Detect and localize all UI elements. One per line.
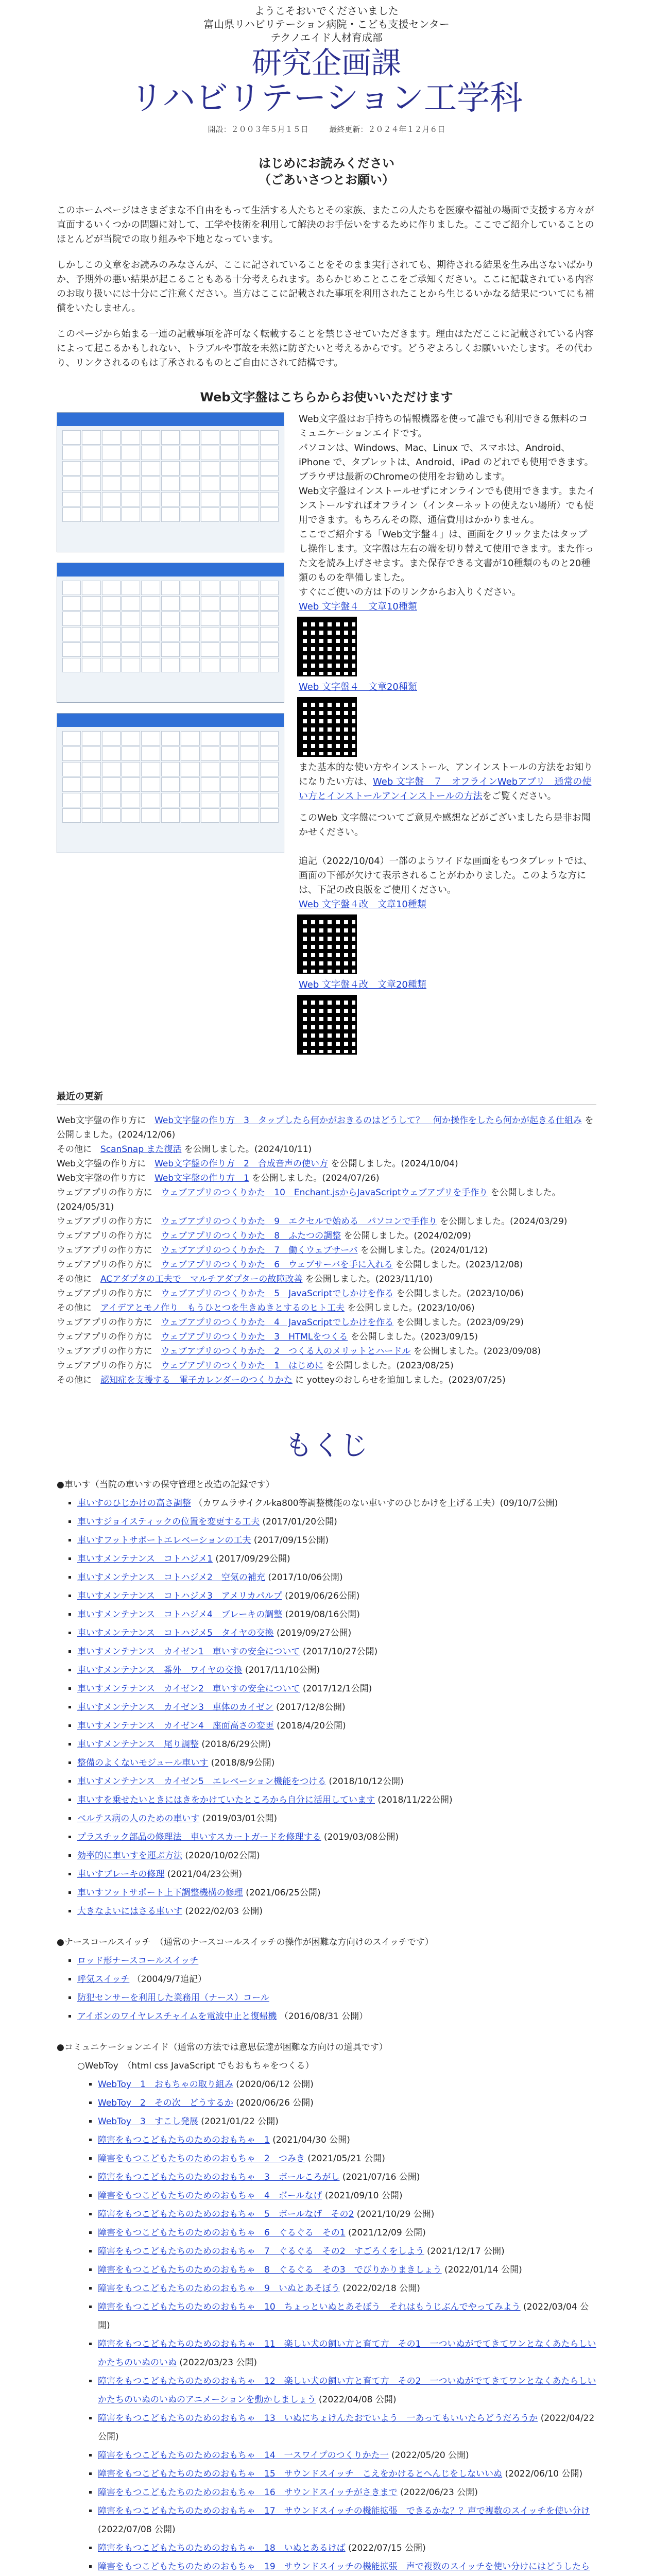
toc-link[interactable]: 車いすメンテナンス コトハジメ1 bbox=[77, 1554, 213, 1564]
toc-note: （2016/08/31 公開） bbox=[277, 2011, 368, 2022]
toc-item bbox=[98, 2075, 596, 2094]
page-title-section: 研究企画課 bbox=[251, 45, 401, 80]
update-link[interactable]: ScanSnap また復活 bbox=[100, 1144, 182, 1155]
toc-item bbox=[98, 2483, 596, 2502]
toc-note: (2021/12/09 公開) bbox=[345, 2228, 426, 2238]
toc-note: (2018/8/9公開) bbox=[208, 1758, 275, 1768]
toc-link[interactable]: 車いすメンテナンス コトハジメ5 タイヤの交換 bbox=[77, 1628, 274, 1638]
update-category: Web文字盤の作り方に bbox=[57, 1159, 155, 1169]
update-note: を公開しました。(2024/12/06) bbox=[57, 1115, 594, 1140]
toc-item bbox=[77, 1791, 596, 1809]
toc-note: (2018/6/29公開) bbox=[198, 1739, 271, 1750]
toc-note: (2021/09/10 公開) bbox=[322, 2191, 403, 2201]
toc-note: (2021/10/29 公開) bbox=[354, 2209, 435, 2219]
toc-note: (2020/06/12 公開) bbox=[233, 2079, 314, 2090]
qr-code-image bbox=[299, 996, 355, 1053]
update-item bbox=[57, 1373, 596, 1387]
toc-item bbox=[98, 2187, 596, 2205]
update-item bbox=[57, 1113, 596, 1142]
toc-item bbox=[77, 1772, 596, 1791]
update-link[interactable]: ウェブアプリのつくりかた 5 JavaScriptでしかけを作る bbox=[161, 1289, 394, 1299]
header bbox=[0, 0, 653, 117]
update-link[interactable]: ウェブアプリのつくりかた 8 ふたつの調整 bbox=[161, 1231, 341, 1241]
toc-link[interactable]: 障害をもつこどもたちのためのおもちゃ 8 ぐるぐる その3 でびりかりまきしょう bbox=[98, 2265, 442, 2275]
update-note: を公開しました。(2023/09/29) bbox=[393, 1317, 524, 1328]
toc-category-nursecall: ●ナースコールスイッチ （通常のナースコールスイッチの操作が困難な方向けのスイッチです） bbox=[57, 1937, 434, 1947]
toc-link[interactable]: 防犯センサーを利用した業務用（ナース）コール bbox=[77, 1993, 269, 2003]
toc-note: (2021/04/30 公開) bbox=[269, 2135, 350, 2145]
toc-link[interactable]: WebToy 1 おもちゃの取り組み bbox=[98, 2079, 233, 2090]
greeting-paragraph-1: このホームページはさまざまな不自由をもって生活する人たちとその家族、またこの人たちを医療や福祉の場面で支援する方々が直面するいくつかの問題に対して、工学や技術を利用して解決のお手伝いをするために作りました。ここでご紹介していることのほとんどが当院での取り組みや下地となっています。 bbox=[57, 205, 594, 245]
dates bbox=[0, 124, 653, 134]
updated-date: 最終更新：２０２４年１２月６日 bbox=[329, 125, 445, 134]
toc-item bbox=[77, 1624, 596, 1642]
toc-note: (2021/07/16 公開) bbox=[339, 2172, 420, 2182]
update-link[interactable]: Web文字盤の作り方 1 bbox=[154, 1173, 249, 1183]
dept-name: テクノエイド人材育成部 bbox=[270, 31, 383, 44]
update-note: を公開しました。(2024/02/09) bbox=[341, 1231, 471, 1241]
updates-list bbox=[57, 1113, 596, 1387]
toc-note: (2022/07/08 公開) bbox=[98, 2524, 176, 2535]
update-item bbox=[57, 1301, 596, 1315]
link-webmojiban-20[interactable]: Web 文字盤４ 文章20種類 bbox=[299, 682, 417, 692]
update-category: ウェブアプリの作り方に bbox=[57, 1216, 161, 1227]
update-category: その他に bbox=[57, 1274, 100, 1284]
update-category: ウェブアプリの作り方に bbox=[57, 1231, 161, 1241]
toc-item bbox=[98, 2149, 596, 2168]
update-category: ウェブアプリの作り方に bbox=[57, 1260, 161, 1270]
toc-link[interactable]: 車いすジョイスティックの位置を変更する工夫 bbox=[77, 1517, 260, 1527]
usage-text-2: パソコンは、Windows、Mac、Linux で、スマホは、Android、iPhone で、タブレットは、Android、iPad のどれでも使用できます。ブラウザは最新のChromeの使用をお勧めします。 bbox=[299, 443, 594, 482]
update-link[interactable]: Web文字盤の作り方 2 合成音声の使い方 bbox=[154, 1159, 328, 1169]
toc-link[interactable]: 車いすメンテナンス コトハジメ4 ブレーキの調整 bbox=[77, 1609, 283, 1620]
screenshots bbox=[57, 412, 283, 1058]
update-category: その他に bbox=[57, 1144, 100, 1155]
update-note: を公開しました。(2024/03/29) bbox=[437, 1216, 568, 1227]
update-link[interactable]: ウェブアプリのつくりかた 6 ウェブサーバを手に入れる bbox=[161, 1260, 393, 1270]
qr-code-image bbox=[299, 699, 355, 755]
toc-link[interactable]: 障害をもつこどもたちのためのおもちゃ 9 いぬとあそぼう bbox=[98, 2283, 340, 2294]
usage-text-8: このWeb 文字盤についてご意見や感想などがございましたら是非お聞かせください。 bbox=[299, 812, 591, 838]
greeting-title-line2: （ごあいさつとお願い） bbox=[259, 173, 394, 187]
toc-item bbox=[77, 1717, 596, 1735]
toc-item bbox=[98, 2094, 596, 2112]
link-webmojiban-kai-10[interactable]: Web 文字盤４改 文章10種類 bbox=[299, 899, 426, 910]
toc-link[interactable]: 呼気スイッチ bbox=[77, 1974, 130, 1985]
screenshot-image bbox=[57, 563, 284, 703]
toc-link[interactable]: プラスチック部品の修理法 車いすスカートガードを修理する bbox=[77, 1832, 321, 1842]
toc-item bbox=[77, 1568, 596, 1587]
screenshot-image bbox=[57, 713, 284, 853]
toc-note: (2022/02/18 公開) bbox=[339, 2283, 420, 2294]
toc-link[interactable]: 車いすブレーキの修理 bbox=[77, 1869, 165, 1879]
update-item bbox=[57, 1359, 596, 1373]
toc-note: (2018/11/22公開) bbox=[375, 1795, 453, 1805]
link-install-guide[interactable]: Web 文字盤 ７ オフラインWebアプリ 通常の使い方とインストールアンインストールの方法 bbox=[299, 776, 592, 802]
toc-item bbox=[77, 1970, 596, 1989]
toc-note: (2019/09/27公開) bbox=[273, 1628, 352, 1638]
toc-note: (2022/01/14 公開) bbox=[441, 2265, 522, 2275]
toc-link[interactable]: 車いすメンテナンス コトハジメ2 空気の補充 bbox=[77, 1572, 265, 1583]
toc-link[interactable]: 車いすメンテナンス 番外 ワイヤの交換 bbox=[77, 1665, 243, 1675]
toc-item bbox=[77, 1735, 596, 1754]
toc-link[interactable]: 障害をもつこどもたちのためのおもちゃ 3 ボールころがし bbox=[98, 2172, 340, 2182]
update-item bbox=[57, 1315, 596, 1330]
toc-item bbox=[98, 2242, 596, 2261]
toc-note: (2021/01/22 公開) bbox=[198, 2116, 279, 2127]
toc-item bbox=[77, 1884, 596, 1902]
toc-note: (2017/12/8公開) bbox=[273, 1702, 346, 1713]
toc-link[interactable]: 車いすフットサポートエレベーションの工夫 bbox=[77, 1535, 251, 1546]
update-category: ウェブアプリの作り方に bbox=[57, 1188, 161, 1198]
update-category: ウェブアプリの作り方に bbox=[57, 1289, 161, 1299]
greeting-title-line1: はじめにお読みください bbox=[259, 156, 394, 171]
toc-link[interactable]: 障害をもつこどもたちのためのおもちゃ 17 サウンドスイッチの機能拡張 できるかな？？声で複数のスイッチを使い分け bbox=[98, 2506, 590, 2516]
toc-note: (2020/06/26 公開) bbox=[233, 2098, 314, 2108]
qr-code-image bbox=[299, 618, 355, 675]
usage-text-5: すぐにご使いの方は下のリンクからお入りください。 bbox=[299, 587, 521, 598]
toc-note: (2022/07/15 公開) bbox=[345, 2543, 426, 2553]
update-note: を公開しました。(2023/10/06) bbox=[344, 1303, 475, 1313]
update-item bbox=[57, 1185, 596, 1214]
usage-title: Web文字盤はこちらからお使いいただけます bbox=[200, 390, 453, 404]
toc-note: (2022/04/22 公開) bbox=[98, 2413, 595, 2442]
update-item bbox=[57, 1142, 596, 1157]
qr-code-image bbox=[299, 916, 355, 973]
update-note: を公開しました。(2023/09/08) bbox=[410, 1346, 541, 1357]
toc-link[interactable]: ロッド形ナースコールスイッチ bbox=[77, 1956, 199, 1966]
update-link[interactable]: Web文字盤の作り方 3 タップしたら何かがおきるのはどうして？ 何か操作をしたら何かが起きる仕組み bbox=[154, 1115, 582, 1126]
toc-list-webtoy bbox=[57, 2075, 596, 2576]
link-webmojiban-kai-20[interactable]: Web 文字盤４改 文章20種類 bbox=[299, 979, 426, 990]
toc-item bbox=[98, 2465, 596, 2483]
toc-note: (2017/11/10公開) bbox=[242, 1665, 320, 1675]
toc-link[interactable]: 車いすメンテナンス カイゼン4 座面高さの変更 bbox=[77, 1721, 274, 1731]
toc-item bbox=[77, 1494, 596, 1513]
toc-category-wheelchair: ●車いす（当院の車いすの保守管理と改造の記録です） bbox=[57, 1480, 274, 1490]
toc-note: (2017/09/29公開) bbox=[212, 1554, 290, 1564]
update-note: を公開しました。(2024/10/11) bbox=[181, 1144, 312, 1155]
update-item bbox=[57, 1286, 596, 1301]
recent-updates bbox=[57, 1089, 596, 1387]
toc-link[interactable]: 車いすを乗せたいときにはきをかけていたところから自分に活用しています bbox=[77, 1795, 375, 1805]
toc-item bbox=[77, 1809, 596, 1828]
update-link[interactable]: ウェブアプリのつくりかた 1 はじめに bbox=[161, 1361, 324, 1371]
update-category: ウェブアプリの作り方に bbox=[57, 1346, 161, 1357]
update-category: その他に bbox=[57, 1375, 100, 1385]
toc-link[interactable]: アイボンのワイヤレスチャイムを電波中止と復帰機 bbox=[77, 2011, 277, 2022]
greeting-paragraph-3: このページから始まる一連の記載事項を許可なく転載することを禁じさせていただきます。理由はただここに記載されている内容によって起こるかもしれない、トラブルや事故を未然に防ぎたいと考えるからです。どうぞよろしくお願いいたします。その代わり、リンクされるのもは了承されるものとご自由にされて結構です。 bbox=[57, 329, 594, 368]
updates-title: 最近の更新 bbox=[57, 1089, 596, 1105]
toc-item bbox=[77, 1952, 596, 1970]
toc-note: (2022/06/23 公開) bbox=[397, 2487, 478, 2498]
toc-note: (2019/08/16公開) bbox=[282, 1609, 360, 1620]
toc-note: (2021/12/17 公開) bbox=[424, 2246, 505, 2257]
toc-item bbox=[77, 2007, 596, 2026]
toc-item bbox=[98, 2409, 596, 2446]
toc-link[interactable]: 効率的に車いすを運ぶ方法 bbox=[77, 1851, 182, 1861]
toc-link[interactable]: 障害をもつこどもたちのためのおもちゃ 11 楽しい犬の飼い方と育て方 その1 一ついぬがでてきてワンとなくあたらしいかたちのいぬのいぬ bbox=[98, 2339, 596, 2368]
toc-item bbox=[98, 2557, 596, 2576]
toc-link[interactable]: 車いすのひじかけの高さ調整 bbox=[77, 1498, 191, 1509]
update-category: その他に bbox=[57, 1303, 100, 1313]
toc-link[interactable]: ベルテス病の人のための車いす bbox=[77, 1814, 200, 1824]
org-name: 富山県リハビリテーション病院・こども支援センター bbox=[203, 18, 450, 30]
toc-link[interactable]: 整備のよくないモジュール車いす bbox=[77, 1758, 209, 1768]
toc-link[interactable]: 障害をもつこどもたちのためのおもちゃ 7 ぐるぐる その2 すごろくをしよう bbox=[98, 2246, 424, 2257]
usage-section bbox=[57, 412, 596, 1058]
update-item bbox=[57, 1229, 596, 1243]
update-note: を公開しました。(2023/12/08) bbox=[392, 1260, 523, 1270]
toc-note: (2021/06/25公開) bbox=[243, 1888, 321, 1898]
usage-text-4: ここでご紹介する「Web文字盤４」は、画面をクリックまたはタップし操作します。文字盤は左右の端を切り替えて使用できます。また作った文を読み上げさせます。また保存できる文書が10種類のものと20種類のものを準備しました。 bbox=[299, 529, 594, 583]
update-item bbox=[57, 1171, 596, 1185]
toc-link[interactable]: 車いすメンテナンス コトハジメ3 アメリカパルプ bbox=[77, 1591, 282, 1601]
link-webmojiban-10[interactable]: Web 文字盤４ 文章10種類 bbox=[299, 601, 417, 612]
toc-item bbox=[98, 2298, 596, 2335]
toc-link[interactable]: 車いすメンテナンス カイゼン2 車いすの安全について bbox=[77, 1684, 300, 1694]
toc-note: (2018/10/12公開) bbox=[326, 1776, 404, 1787]
toc-note: (2021/04/23公開) bbox=[164, 1869, 242, 1879]
update-link[interactable]: ウェブアプリのつくりかた 9 エクセルで始める パソコンで手作り bbox=[161, 1216, 437, 1227]
toc-link[interactable]: 車いすメンテナンス カイゼン5 エレベーション機能をつける bbox=[77, 1776, 326, 1787]
toc-item bbox=[98, 2539, 596, 2557]
toc-link[interactable]: 障害をもつこどもたちのためのおもちゃ 1 bbox=[98, 2135, 270, 2145]
toc-link[interactable]: 障害をもつこどもたちのためのおもちゃ 5 ボールなげ その2 bbox=[98, 2209, 354, 2219]
toc-note: (2017/10/27公開) bbox=[300, 1647, 378, 1657]
update-item bbox=[57, 1272, 596, 1286]
toc-item bbox=[77, 1989, 596, 2007]
update-item bbox=[57, 1344, 596, 1359]
toc-title: もくじ bbox=[285, 1429, 368, 1462]
update-note: に yotteyのおしらせを追加しました。(2023/07/25) bbox=[292, 1375, 506, 1385]
toc-note: (2020/10/02公開) bbox=[182, 1851, 260, 1861]
toc-link[interactable]: 障害をもつこどもたちのためのおもちゃ 18 いぬとあるけば bbox=[98, 2543, 346, 2553]
update-link[interactable]: ウェブアプリのつくりかた 2 つくる人のメリットとハードル bbox=[161, 1346, 411, 1357]
toc-note: （2004/9/7追記） bbox=[129, 1974, 207, 1985]
toc-link[interactable]: 車いすメンテナンス 尾り調整 bbox=[77, 1739, 199, 1750]
toc-item bbox=[77, 1642, 596, 1661]
toc-item bbox=[98, 2446, 596, 2465]
update-item bbox=[57, 1243, 596, 1258]
opened-date: 開設：２００３年５月１５日 bbox=[208, 125, 308, 134]
toc-item bbox=[98, 2205, 596, 2224]
toc-item bbox=[77, 1846, 596, 1865]
welcome-text: ようこそおいでくださいました bbox=[254, 5, 399, 17]
update-item bbox=[57, 1258, 596, 1272]
toc-item bbox=[77, 1550, 596, 1568]
toc-link[interactable]: 障害をもつこどもたちのためのおもちゃ 16 サウンドスイッチがさきまで bbox=[98, 2487, 398, 2498]
toc-subcategory-webtoy: ○WebToy （html css JavaScript でもおもちゃをつくる） bbox=[77, 2061, 314, 2071]
update-note: を公開しました。(2023/09/15) bbox=[348, 1332, 478, 1342]
greeting-title bbox=[0, 155, 653, 188]
toc-link[interactable]: 車いすフットサポート上下調整機構の修理 bbox=[77, 1888, 243, 1898]
screenshot-image bbox=[57, 412, 284, 552]
toc-note: (2021/05/21 公開) bbox=[304, 2154, 385, 2164]
update-category: Web文字盤の作り方に bbox=[57, 1115, 155, 1126]
update-category: ウェブアプリの作り方に bbox=[57, 1317, 161, 1328]
toc-link[interactable]: 障害をもつこどもたちのためのおもちゃ 2 つみき bbox=[98, 2154, 305, 2164]
update-item bbox=[57, 1157, 596, 1171]
usage-text-6: また基本的な使い方やインストール、アンインストールの方法をお知りになりたい方は、Web 文字盤 ７ オフラインWebアプリ 通常の使い方とインストールアンインストールの方法をご覧ください。 bbox=[299, 762, 593, 802]
update-category: ウェブアプリの作り方に bbox=[57, 1332, 161, 1342]
toc-item bbox=[77, 1865, 596, 1884]
toc-note: (2022/03/04 公開) bbox=[98, 2302, 589, 2331]
update-item bbox=[57, 1214, 596, 1229]
toc-note: (2022/04/08 公開) bbox=[316, 2395, 397, 2405]
update-link[interactable]: ウェブアプリのつくりかた 10 Enchant.jsからJavaScriptウェブアプリを手作り bbox=[161, 1188, 488, 1198]
toc-item bbox=[77, 1680, 596, 1698]
page-title: リハビリテーション工学科 bbox=[130, 79, 523, 117]
toc-note: (2017/12/1公開) bbox=[300, 1684, 372, 1694]
update-link[interactable]: ウェブアプリのつくりかた 7 働くウェブサーバ bbox=[161, 1245, 358, 1256]
toc-note: (2022/05/20 公開) bbox=[388, 2450, 469, 2461]
update-link[interactable]: ウェブアプリのつくりかた 4 JavaScriptでしかけを作る bbox=[161, 1317, 394, 1328]
table-of-contents bbox=[57, 1476, 596, 2576]
toc-item bbox=[98, 2224, 596, 2242]
usage-text-3: Web文字盤はインストールせずにオンラインでも使用できます。またインストールすればオフライン（インターネットの使えない場所）でも使用できます。もちろんその際、通信費用はかかりません。 bbox=[299, 486, 596, 526]
toc-item bbox=[98, 2502, 596, 2539]
toc-note: (2017/09/15公開) bbox=[251, 1535, 329, 1546]
toc-item bbox=[77, 1587, 596, 1605]
toc-category-communication: ●コミュニケーションエイド（通常の方法では意思伝達が困難な方向けの道具です） bbox=[57, 2042, 388, 2053]
toc-item bbox=[77, 1605, 596, 1624]
toc-item bbox=[77, 1902, 596, 1921]
toc-link[interactable]: WebToy 2 その次 どうするか bbox=[98, 2098, 233, 2108]
toc-link[interactable]: 障害をもつこどもたちのためのおもちゃ 6 ぐるぐる その1 bbox=[98, 2228, 346, 2238]
toc-link[interactable]: 大きなよいにはさる車いす bbox=[77, 1906, 182, 1917]
update-note: を公開しました。(2023/10/06) bbox=[393, 1289, 524, 1299]
toc-link[interactable]: 障害をもつこどもたちのためのおもちゃ 19 サウンドスイッチの機能拡張 声で複数のスイッチを使い分けにはどうしたら bbox=[98, 2562, 590, 2572]
toc-list-wheelchair bbox=[57, 1494, 596, 1921]
toc-link[interactable]: 車いすメンテナンス カイゼン3 車体のカイゼン bbox=[77, 1702, 273, 1713]
toc-item bbox=[77, 1661, 596, 1680]
update-note: を公開しました。(2023/11/10) bbox=[302, 1274, 433, 1284]
toc-note: (2022/02/03 公開) bbox=[182, 1906, 263, 1917]
toc-note: (2019/03/01公開) bbox=[199, 1814, 277, 1824]
update-note: を公開しました。(2023/08/25) bbox=[323, 1361, 454, 1371]
update-note: を公開しました。(2024/07/26) bbox=[249, 1173, 380, 1183]
toc-item bbox=[98, 2168, 596, 2187]
toc-item bbox=[98, 2261, 596, 2279]
toc-item bbox=[98, 2335, 596, 2372]
usage-text bbox=[299, 412, 596, 1058]
toc-note: （カワムラサイクルka800等調整機能のない車いすのひじかけを上げる工夫）(09/10/7公開) bbox=[191, 1498, 558, 1509]
usage-text-1: Web文字盤はお手持ちの情報機器を使って誰でも利用できる無料のコミュニケーションエイドです。 bbox=[299, 414, 588, 439]
toc-link[interactable]: 障害をもつこどもたちのためのおもちゃ 4 ボールなげ bbox=[98, 2191, 322, 2201]
update-link[interactable]: アイデアとモノ作り もうひとつを生きぬきとするのヒト工夫 bbox=[100, 1303, 345, 1313]
toc-list-nursecall bbox=[57, 1952, 596, 2026]
toc-item bbox=[77, 1531, 596, 1550]
toc-note: (2019/03/08公開) bbox=[321, 1832, 399, 1842]
toc-link[interactable]: WebToy 3 すこし発展 bbox=[98, 2116, 198, 2127]
update-category: ウェブアプリの作り方に bbox=[57, 1361, 161, 1371]
update-link[interactable]: ACアダプタの工夫で マルチアダプターの故障改善 bbox=[100, 1274, 303, 1284]
toc-item bbox=[77, 1754, 596, 1772]
toc-link[interactable]: 障害をもつこどもたちのためのおもちゃ 14 一スワイプのつくりかた一 bbox=[98, 2450, 389, 2461]
toc-note: (2022/06/10 公開) bbox=[502, 2469, 583, 2479]
toc-item bbox=[98, 2279, 596, 2298]
toc-item bbox=[98, 2131, 596, 2149]
update-note: を公開しました。(2024/10/04) bbox=[328, 1159, 458, 1169]
usage-text-9: 追記（2022/10/04）一部のようワイドな画面をもつタブレットでは、画面の下部が欠けて表示されることがわかりました。このような方には、下記の改良版をご使用ください。 bbox=[299, 856, 593, 895]
update-note: を公開しました。(2024/01/12) bbox=[357, 1245, 488, 1256]
toc-note: (2022/03/23 公開) bbox=[177, 2358, 257, 2368]
toc-link[interactable]: 車いすメンテナンス カイゼン1 車いすの安全について bbox=[77, 1647, 300, 1657]
toc-note: (2018/4/20公開) bbox=[273, 1721, 346, 1731]
toc-link[interactable]: 障害をもつこどもたちのためのおもちゃ 10 ちょっといぬとあそぼう それはもうじぶんでやってみよう bbox=[98, 2302, 521, 2312]
toc-note: (2017/01/20公開) bbox=[260, 1517, 337, 1527]
update-link[interactable]: 認知症を支援する 電子カレンダーのつくりかた bbox=[100, 1375, 293, 1385]
update-category: Web文字盤の作り方に bbox=[57, 1173, 155, 1183]
toc-link[interactable]: 障害をもつこどもたちのためのおもちゃ 15 サウンドスイッチ こえをかけるとへんじをしないいぬ bbox=[98, 2469, 503, 2479]
toc-item bbox=[98, 2372, 596, 2409]
toc-item bbox=[77, 1513, 596, 1531]
toc-item bbox=[77, 1698, 596, 1717]
toc-note: (2017/10/06公開) bbox=[265, 1572, 343, 1583]
update-note: を公開しました。(2024/05/31) bbox=[57, 1188, 561, 1212]
toc-link[interactable]: 障害をもつこどもたちのためのおもちゃ 13 いぬにちょけんたおでいよう 一あってもいいたらどうだろうか bbox=[98, 2413, 538, 2424]
update-link[interactable]: ウェブアプリのつくりかた 3 HTMLをつくる bbox=[161, 1332, 348, 1342]
toc-item bbox=[77, 1828, 596, 1846]
toc-item bbox=[98, 2112, 596, 2131]
update-item bbox=[57, 1330, 596, 1344]
update-category: ウェブアプリの作り方に bbox=[57, 1245, 161, 1256]
greeting-paragraph-2: しかしこの文章をお読みのみなさんが、ここに記されていることをそのまま実行されても、期待される結果を生み出さないばかりか、予期外の悪い結果が起こることもある十分考えられます。あらかじめことここをご承知ください。ここに記載されている内容のお取り扱いには十分にご注意ください。当方はここに記載された事項を利用されたことから生じるいかなる結果についてにも補償をいたしません。 bbox=[57, 260, 594, 314]
toc-note: (2019/06/26公開) bbox=[282, 1591, 360, 1601]
toc-link[interactable]: 障害をもつこどもたちのためのおもちゃ 12 楽しい犬の飼い方と育て方 その2 一ついぬがでてきてワンとなくあたらしいかたちのいぬのいぬのアニメーションを動かしましょう bbox=[98, 2376, 596, 2405]
